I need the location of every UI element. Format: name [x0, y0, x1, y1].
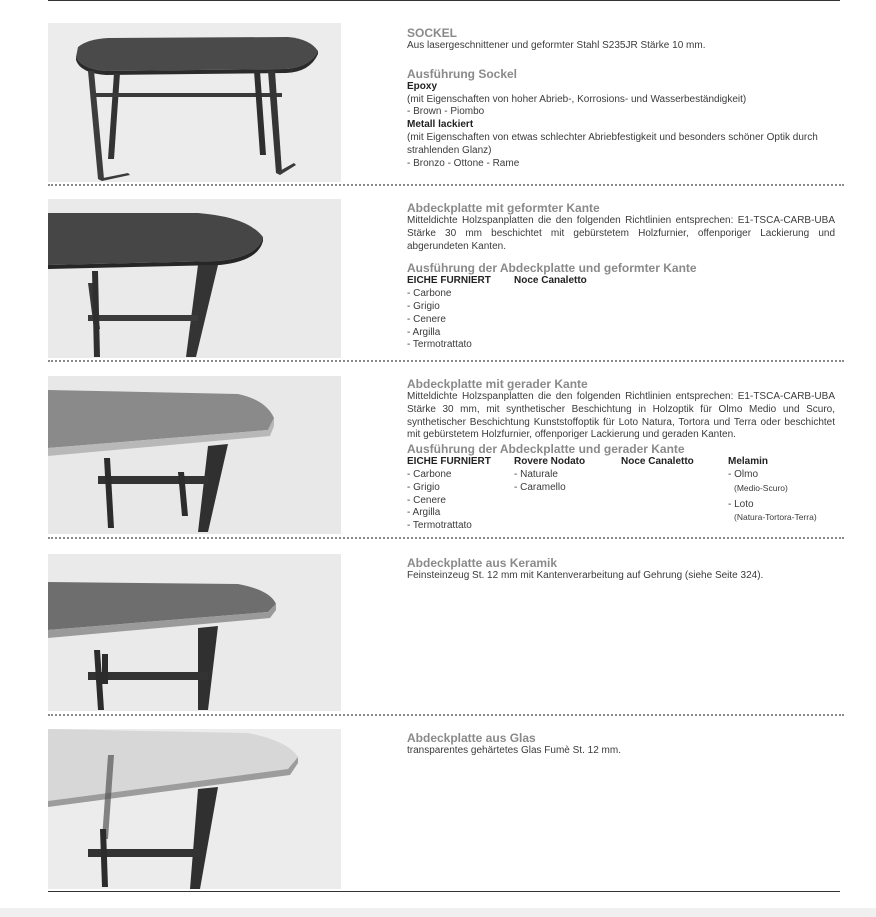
section-title: Abdeckplatte aus Glas	[407, 731, 536, 745]
finish-columns	[407, 275, 835, 352]
ceramic-top-image	[48, 554, 341, 711]
subsection-title: Ausführung der Abdeckplatte und gerader Kante	[407, 442, 685, 457]
column-header: Melamin	[728, 456, 769, 468]
finish-item: - Grigio	[407, 300, 440, 312]
section-title: Abdeckplatte mit geformter Kante	[407, 201, 600, 215]
subsection-title: Ausführung der Abdeckplatte und geformter Kante	[407, 261, 697, 276]
divider	[48, 184, 844, 186]
section-title: Abdeckplatte mit gerader Kante	[407, 377, 588, 391]
column-header: Noce Canaletto	[621, 456, 694, 468]
epoxy-description: (mit Eigenschaften von hoher Abrieb-, Korrosions- und Wasserbeständigkeit)	[407, 93, 747, 105]
finish-item: - Argilla	[407, 326, 441, 338]
glass-top-image	[48, 729, 341, 889]
finish-item: - Carbone	[407, 468, 452, 480]
finish-item: - Loto	[728, 498, 754, 510]
metal-colors: - Bronzo - Ottone - Rame	[407, 157, 520, 169]
finish-column	[621, 456, 728, 533]
finish-item-note: (Natura-Tortora-Terra)	[734, 512, 817, 523]
finish-column	[514, 456, 621, 533]
metal-label: Metall lackiert	[407, 119, 474, 131]
straight-edge-top-image	[48, 376, 341, 534]
section-description: Feinsteinzeug St. 12 mm mit Kantenverarbeitung auf Gehrung (siehe Seite 324).	[407, 570, 764, 581]
section-straight-edge	[407, 377, 835, 533]
section-shaped-edge	[407, 201, 835, 352]
section-ceramic	[407, 556, 835, 583]
column-header: Rovere Nodato	[514, 456, 586, 468]
finish-item: - Olmo	[728, 468, 758, 480]
metal-description: (mit Eigenschaften von etwas schlechter Abriebfestigkeit und besonders schöner Optik durch strahlenden Glanz)	[407, 131, 818, 156]
section-description: Aus lasergeschnittener und geformter Stahl S235JR Stärke 10 mm.	[407, 40, 706, 51]
divider	[48, 537, 844, 539]
finish-column	[407, 456, 514, 533]
finish-item: - Caramello	[514, 481, 566, 493]
page-footer-band	[0, 908, 876, 917]
section-title: Abdeckplatte aus Keramik	[407, 556, 558, 570]
section-sockel	[407, 26, 835, 170]
finish-item-note: (Medio-Scuro)	[734, 482, 788, 493]
column-header: EICHE FURNIERT	[407, 456, 491, 468]
finish-item: - Cenere	[407, 313, 446, 325]
epoxy-label: Epoxy	[407, 80, 438, 92]
finish-columns	[407, 456, 835, 533]
shaped-edge-top-image	[48, 199, 341, 358]
bottom-rule	[48, 891, 840, 892]
divider	[48, 360, 844, 362]
finish-item: - Termotrattato	[407, 339, 472, 351]
table-base-image	[48, 23, 341, 182]
section-glass	[407, 731, 835, 758]
finish-item: - Argilla	[407, 507, 441, 519]
section-description: transparentes gehärtetes Glas Fumè St. 12 mm.	[407, 745, 621, 756]
section-title: SOCKEL	[407, 26, 458, 40]
finish-column	[514, 275, 587, 352]
subsection-title: Ausführung Sockel	[407, 66, 518, 81]
finish-item: - Grigio	[407, 481, 440, 493]
top-rule	[48, 0, 840, 1]
column-header: Noce Canaletto	[514, 275, 587, 287]
finish-column	[728, 456, 817, 533]
finish-item: - Carbone	[407, 288, 452, 300]
finish-item: - Naturale	[514, 468, 558, 480]
column-header: EICHE FURNIERT	[407, 275, 491, 287]
finish-column	[407, 275, 514, 352]
finish-item: - Termotrattato	[407, 520, 472, 532]
section-description: Mitteldichte Holzspanplatten die den folgenden Richtlinien entsprechen: E1-TSCA-CARB-UBA Stärke 30 mm beschichtet mit gebürstetem Holzfurnier, offenporiger Lackierung und abgerundeten Kanten.	[407, 215, 835, 252]
epoxy-colors: - Brown - Piombo	[407, 106, 485, 118]
divider	[48, 714, 844, 716]
section-description: Mitteldichte Holzspanplatten die den folgenden Richtlinien entsprechen: E1-TSCA-CARB-UBA Stärke 30 mm, mit synthetischer Beschichtung in Holzoptik für Olmo Medio und Scuro, synthetischer Beschichtung Kunststoffoptik für Loto Natura, Tortora und Terra oder beschichtet mit gebürstetem Holzfurnier, offenporiger Lackierung und geraden Kanten.	[407, 391, 835, 441]
finish-item: - Cenere	[407, 494, 446, 506]
